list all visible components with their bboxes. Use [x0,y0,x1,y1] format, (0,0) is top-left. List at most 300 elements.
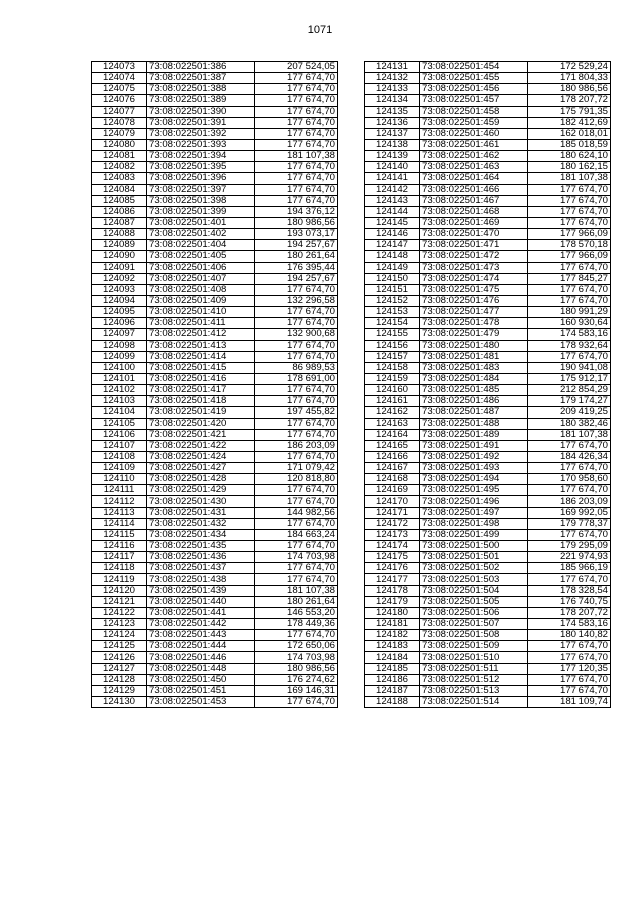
cadastral-number-cell: 73:08:022501:485 [420,385,528,396]
value-cell: 120 818,80 [255,474,338,485]
cadastral-number-cell: 73:08:022501:502 [420,563,528,574]
cadastral-number-cell: 73:08:022501:473 [420,262,528,273]
row-number-cell: 124185 [365,663,420,674]
value-cell: 180 382,46 [528,418,611,429]
value-cell: 190 941,08 [528,362,611,373]
row-number-cell: 124180 [365,607,420,618]
table-row [92,229,338,240]
value-cell: 181 107,38 [255,585,338,596]
row-number-cell: 124181 [365,619,420,630]
row-number-cell: 124175 [365,552,420,563]
table-row [92,318,338,329]
row-number-cell: 124164 [365,429,420,440]
table-row [92,574,338,585]
value-cell: 170 958,60 [528,474,611,485]
table-row [92,95,338,106]
value-cell: 177 674,70 [528,685,611,696]
row-number-cell: 124179 [365,596,420,607]
table-row [92,663,338,674]
cadastral-number-cell: 73:08:022501:458 [420,106,528,117]
value-cell: 177 674,70 [255,418,338,429]
value-cell: 174 583,16 [528,329,611,340]
row-number-cell: 124151 [365,284,420,295]
row-number-cell: 124162 [365,407,420,418]
cadastral-number-cell: 73:08:022501:440 [147,596,255,607]
value-cell: 174 703,98 [255,652,338,663]
table-row [92,429,338,440]
table-row [365,518,611,529]
table-row [365,474,611,485]
value-cell: 177 674,70 [255,318,338,329]
table-row [365,73,611,84]
value-cell: 177 674,70 [255,351,338,362]
table-row [365,273,611,284]
cadastral-number-cell: 73:08:022501:477 [420,307,528,318]
value-cell: 176 395,44 [255,262,338,273]
value-cell: 181 107,38 [528,173,611,184]
value-cell: 177 674,70 [255,128,338,139]
value-cell: 176 274,62 [255,674,338,685]
table-row [92,496,338,507]
value-cell: 177 674,70 [255,574,338,585]
cadastral-number-cell: 73:08:022501:494 [420,474,528,485]
row-number-cell: 124105 [92,418,147,429]
table-row [365,362,611,373]
cadastral-number-cell: 73:08:022501:414 [147,351,255,362]
cadastral-number-cell: 73:08:022501:444 [147,641,255,652]
cadastral-number-cell: 73:08:022501:428 [147,474,255,485]
table-row [365,84,611,95]
cadastral-number-cell: 73:08:022501:393 [147,139,255,150]
table-row [365,418,611,429]
table-row [92,518,338,529]
row-number-cell: 124081 [92,151,147,162]
table-row [92,563,338,574]
row-number-cell: 124188 [365,697,420,708]
row-number-cell: 124167 [365,463,420,474]
table-row [365,596,611,607]
table-row [92,329,338,340]
cadastral-number-cell: 73:08:022501:406 [147,262,255,273]
row-number-cell: 124109 [92,463,147,474]
cadastral-number-cell: 73:08:022501:463 [420,162,528,173]
table-row [92,507,338,518]
cadastral-number-cell: 73:08:022501:427 [147,463,255,474]
table-row [92,385,338,396]
value-cell: 194 257,67 [255,240,338,251]
cadastral-number-cell: 73:08:022501:432 [147,518,255,529]
value-cell: 177 674,70 [255,385,338,396]
row-number-cell: 124146 [365,229,420,240]
row-number-cell: 124090 [92,251,147,262]
value-cell: 181 107,38 [255,151,338,162]
table-row [365,563,611,574]
row-number-cell: 124171 [365,507,420,518]
table-row [365,685,611,696]
value-cell: 177 674,70 [528,295,611,306]
value-cell: 177 674,70 [255,396,338,407]
row-number-cell: 124108 [92,451,147,462]
row-number-cell: 124080 [92,139,147,150]
value-cell: 177 674,70 [528,195,611,206]
table-row [92,674,338,685]
table-row [92,262,338,273]
page-number: 1071 [307,24,333,36]
row-number-cell: 124183 [365,641,420,652]
row-number-cell: 124159 [365,373,420,384]
table-row [92,284,338,295]
table-row [92,463,338,474]
table-row [365,507,611,518]
row-number-cell: 124155 [365,329,420,340]
cadastral-number-cell: 73:08:022501:389 [147,95,255,106]
value-cell: 177 674,70 [255,106,338,117]
value-cell: 180 986,56 [255,217,338,228]
table-row [92,139,338,150]
cadastral-number-cell: 73:08:022501:394 [147,151,255,162]
cadastral-number-cell: 73:08:022501:391 [147,117,255,128]
row-number-cell: 124087 [92,217,147,228]
cadastral-number-cell: 73:08:022501:415 [147,362,255,373]
table-row [365,217,611,228]
value-cell: 177 674,70 [528,674,611,685]
row-number-cell: 124085 [92,195,147,206]
table-row [365,318,611,329]
cadastral-number-cell: 73:08:022501:498 [420,518,528,529]
table-row [365,251,611,262]
row-number-cell: 124115 [92,529,147,540]
value-cell: 177 674,70 [528,184,611,195]
value-cell: 178 328,54 [528,585,611,596]
value-cell: 180 261,64 [255,251,338,262]
cadastral-number-cell: 73:08:022501:460 [420,128,528,139]
value-cell: 169 992,05 [528,507,611,518]
row-number-cell: 124147 [365,240,420,251]
row-number-cell: 124131 [365,62,420,73]
cadastral-number-cell: 73:08:022501:510 [420,652,528,663]
cadastral-number-cell: 73:08:022501:467 [420,195,528,206]
table-row [92,697,338,708]
table-row [365,652,611,663]
row-number-cell: 124143 [365,195,420,206]
cadastral-number-cell: 73:08:022501:437 [147,563,255,574]
table-row [365,162,611,173]
cadastral-number-cell: 73:08:022501:431 [147,507,255,518]
cadastral-number-cell: 73:08:022501:461 [420,139,528,150]
table-row [365,184,611,195]
value-cell: 179 778,37 [528,518,611,529]
table-row [365,407,611,418]
table-row [92,396,338,407]
value-cell: 175 791,35 [528,106,611,117]
row-number-cell: 124160 [365,385,420,396]
row-number-cell: 124186 [365,674,420,685]
value-cell: 177 966,09 [528,229,611,240]
row-number-cell: 124110 [92,474,147,485]
row-number-cell: 124113 [92,507,147,518]
cadastral-number-cell: 73:08:022501:398 [147,195,255,206]
cadastral-number-cell: 73:08:022501:514 [420,697,528,708]
cadastral-number-cell: 73:08:022501:489 [420,429,528,440]
value-cell: 184 663,24 [255,529,338,540]
row-number-cell: 124153 [365,307,420,318]
cadastral-number-cell: 73:08:022501:405 [147,251,255,262]
value-cell: 178 449,36 [255,619,338,630]
table-row [365,385,611,396]
row-number-cell: 124126 [92,652,147,663]
cadastral-number-cell: 73:08:022501:474 [420,273,528,284]
cadastral-number-cell: 73:08:022501:450 [147,674,255,685]
cadastral-number-cell: 73:08:022501:495 [420,485,528,496]
table-row [365,139,611,150]
row-number-cell: 124118 [92,563,147,574]
table-row [365,440,611,451]
row-number-cell: 124078 [92,117,147,128]
row-number-cell: 124169 [365,485,420,496]
row-number-cell: 124119 [92,574,147,585]
row-number-cell: 124148 [365,251,420,262]
cadastral-number-cell: 73:08:022501:470 [420,229,528,240]
value-cell: 221 974,93 [528,552,611,563]
value-cell: 178 207,72 [528,95,611,106]
cadastral-number-cell: 73:08:022501:466 [420,184,528,195]
cadastral-number-cell: 73:08:022501:412 [147,329,255,340]
row-number-cell: 124083 [92,173,147,184]
row-number-cell: 124158 [365,362,420,373]
value-cell: 176 740,75 [528,596,611,607]
value-cell: 177 674,70 [255,117,338,128]
table-row [92,485,338,496]
value-cell: 181 109,74 [528,697,611,708]
row-number-cell: 124074 [92,73,147,84]
value-cell: 212 854,29 [528,385,611,396]
cadastral-number-cell: 73:08:022501:501 [420,552,528,563]
cadastral-number-cell: 73:08:022501:421 [147,429,255,440]
table-row [92,362,338,373]
cadastral-number-cell: 73:08:022501:492 [420,451,528,462]
row-number-cell: 124149 [365,262,420,273]
table-row [365,529,611,540]
table-row [365,496,611,507]
value-cell: 146 553,20 [255,607,338,618]
table-row [365,607,611,618]
cadastral-number-cell: 73:08:022501:420 [147,418,255,429]
value-cell: 180 986,56 [255,663,338,674]
value-cell: 177 674,70 [255,307,338,318]
row-number-cell: 124161 [365,396,420,407]
cadastral-number-cell: 73:08:022501:448 [147,663,255,674]
row-number-cell: 124100 [92,362,147,373]
value-cell: 194 257,67 [255,273,338,284]
cadastral-number-cell: 73:08:022501:513 [420,685,528,696]
value-cell: 132 296,58 [255,295,338,306]
cadastral-number-cell: 73:08:022501:471 [420,240,528,251]
value-cell: 177 674,70 [255,84,338,95]
row-number-cell: 124101 [92,373,147,384]
table-row [92,340,338,351]
table-row [92,451,338,462]
row-number-cell: 124127 [92,663,147,674]
value-cell: 178 570,18 [528,240,611,251]
cadastral-number-cell: 73:08:022501:441 [147,607,255,618]
table-row [365,429,611,440]
cadastral-number-cell: 73:08:022501:386 [147,62,255,73]
cadastral-number-cell: 73:08:022501:388 [147,84,255,95]
table-row [92,251,338,262]
cadastral-number-cell: 73:08:022501:390 [147,106,255,117]
row-number-cell: 124150 [365,273,420,284]
row-number-cell: 124095 [92,307,147,318]
left-register-table [91,61,338,708]
row-number-cell: 124138 [365,139,420,150]
table-row [365,95,611,106]
value-cell: 177 674,70 [255,173,338,184]
cadastral-number-cell: 73:08:022501:483 [420,362,528,373]
cadastral-number-cell: 73:08:022501:506 [420,607,528,618]
value-cell: 178 932,64 [528,340,611,351]
cadastral-number-cell: 73:08:022501:436 [147,552,255,563]
table-row [365,674,611,685]
table-row [92,630,338,641]
value-cell: 162 018,01 [528,128,611,139]
cadastral-number-cell: 73:08:022501:446 [147,652,255,663]
table-row [92,373,338,384]
value-cell: 177 674,70 [255,563,338,574]
value-cell: 177 674,70 [255,485,338,496]
table-row [92,418,338,429]
row-number-cell: 124077 [92,106,147,117]
cadastral-number-cell: 73:08:022501:434 [147,529,255,540]
cadastral-number-cell: 73:08:022501:497 [420,507,528,518]
value-cell: 177 674,70 [255,697,338,708]
row-number-cell: 124184 [365,652,420,663]
row-number-cell: 124079 [92,128,147,139]
cadastral-number-cell: 73:08:022501:500 [420,541,528,552]
row-number-cell: 124170 [365,496,420,507]
row-number-cell: 124093 [92,284,147,295]
value-cell: 171 079,42 [255,463,338,474]
table-row [365,62,611,73]
value-cell: 184 426,34 [528,451,611,462]
value-cell: 177 674,70 [255,429,338,440]
row-number-cell: 124073 [92,62,147,73]
row-number-cell: 124154 [365,318,420,329]
value-cell: 177 674,70 [255,162,338,173]
row-number-cell: 124112 [92,496,147,507]
cadastral-number-cell: 73:08:022501:478 [420,318,528,329]
cadastral-number-cell: 73:08:022501:475 [420,284,528,295]
row-number-cell: 124168 [365,474,420,485]
row-number-cell: 124166 [365,451,420,462]
table-row [92,295,338,306]
value-cell: 177 674,70 [528,262,611,273]
table-row [92,607,338,618]
table-row [365,117,611,128]
value-cell: 177 674,70 [255,496,338,507]
value-cell: 177 674,70 [528,440,611,451]
row-number-cell: 124187 [365,685,420,696]
table-row [92,596,338,607]
cadastral-number-cell: 73:08:022501:399 [147,206,255,217]
row-number-cell: 124102 [92,385,147,396]
cadastral-number-cell: 73:08:022501:462 [420,151,528,162]
row-number-cell: 124156 [365,340,420,351]
value-cell: 177 674,70 [255,139,338,150]
table-row [92,652,338,663]
value-cell: 172 529,24 [528,62,611,73]
row-number-cell: 124124 [92,630,147,641]
row-number-cell: 124089 [92,240,147,251]
row-number-cell: 124133 [365,84,420,95]
table-row [365,619,611,630]
row-number-cell: 124082 [92,162,147,173]
row-number-cell: 124104 [92,407,147,418]
cadastral-number-cell: 73:08:022501:509 [420,641,528,652]
value-cell: 177 674,70 [528,206,611,217]
row-number-cell: 124125 [92,641,147,652]
value-cell: 194 376,12 [255,206,338,217]
cadastral-number-cell: 73:08:022501:407 [147,273,255,284]
value-cell: 160 930,64 [528,318,611,329]
table-row [92,117,338,128]
row-number-cell: 124130 [92,697,147,708]
table-row [92,307,338,318]
cadastral-number-cell: 73:08:022501:507 [420,619,528,630]
cadastral-number-cell: 73:08:022501:402 [147,229,255,240]
cadastral-number-cell: 73:08:022501:464 [420,173,528,184]
row-number-cell: 124135 [365,106,420,117]
value-cell: 177 674,70 [255,451,338,462]
table-row [365,552,611,563]
row-number-cell: 124128 [92,674,147,685]
table-row [92,440,338,451]
row-number-cell: 124111 [92,485,147,496]
row-number-cell: 124075 [92,84,147,95]
table-row [365,307,611,318]
table-row [92,585,338,596]
cadastral-number-cell: 73:08:022501:418 [147,396,255,407]
cadastral-number-cell: 73:08:022501:469 [420,217,528,228]
row-number-cell: 124086 [92,206,147,217]
cadastral-number-cell: 73:08:022501:417 [147,385,255,396]
table-row [92,552,338,563]
row-number-cell: 124136 [365,117,420,128]
value-cell: 177 966,09 [528,251,611,262]
row-number-cell: 124141 [365,173,420,184]
value-cell: 177 674,70 [528,574,611,585]
row-number-cell: 124097 [92,329,147,340]
table-row [365,173,611,184]
cadastral-number-cell: 73:08:022501:484 [420,373,528,384]
value-cell: 177 845,27 [528,273,611,284]
value-cell: 197 455,82 [255,407,338,418]
table-row [92,173,338,184]
table-row [365,463,611,474]
cadastral-number-cell: 73:08:022501:503 [420,574,528,585]
table-row [365,206,611,217]
table-row [92,73,338,84]
row-number-cell: 124098 [92,340,147,351]
row-number-cell: 124176 [365,563,420,574]
right-table-body [365,62,611,708]
table-row [365,295,611,306]
row-number-cell: 124123 [92,619,147,630]
value-cell: 177 674,70 [255,340,338,351]
row-number-cell: 124092 [92,273,147,284]
cadastral-number-cell: 73:08:022501:454 [420,62,528,73]
value-cell: 177 674,70 [255,284,338,295]
cadastral-number-cell: 73:08:022501:443 [147,630,255,641]
